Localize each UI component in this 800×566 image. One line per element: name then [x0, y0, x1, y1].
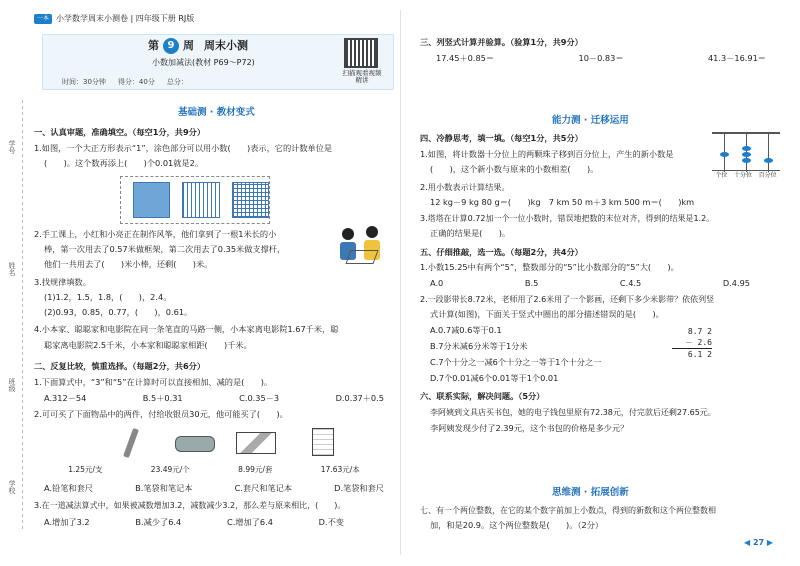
- q1-figure: [120, 176, 270, 224]
- w-line2: 李阿姨发现少付了2.39元，这个书包的价格是多少元？: [430, 423, 629, 433]
- part2-heading: 二、反复比较，慎重选择。（每题2分，共6分）: [34, 361, 206, 371]
- week-number: 9: [163, 38, 179, 54]
- page-number-value: 27: [752, 538, 765, 547]
- q3b-line: (2)0.93，0.85，0.77，( )，0.61。: [44, 307, 193, 317]
- calc-1: 17.45＋0.85＝: [436, 53, 495, 63]
- hundredths-square: [232, 182, 269, 218]
- c2-option-a[interactable]: A.铅笔和套尺: [44, 483, 93, 493]
- section-ability-title: 能力测 · 迁移运用: [552, 115, 629, 126]
- q2-line2: 棒，第一次用去了0.57米做框架，第二次用去了0.35米做支撑杆，: [44, 244, 286, 254]
- filled-square: [133, 182, 170, 218]
- part6-heading: 六、联系实际，解决问题。（5分）: [420, 391, 545, 401]
- side-label-id: 学号: [8, 140, 17, 154]
- s1-option-b[interactable]: B.5: [524, 278, 539, 288]
- r3-line2: 正确的结果是( )。: [430, 228, 511, 238]
- s1-option-d[interactable]: D.4.95: [722, 278, 750, 288]
- s2-option-a[interactable]: A.0.7减0.6等于0.1: [430, 325, 502, 335]
- r1-line2: ( )，这个新小数与原来的小数相差( )。: [430, 164, 599, 174]
- week-title: [148, 38, 248, 54]
- q3a-line: (1)1.2，1.5，1.8，( )，2.4。: [44, 292, 172, 302]
- s2-option-b[interactable]: B.7分米减6分米等于1分米: [430, 341, 528, 351]
- c1-option-a[interactable]: A.312－54: [44, 393, 87, 403]
- c1-options: [44, 394, 384, 403]
- t-line2: 加，和是20.9。这个两位整数是( )。（2分）: [430, 520, 604, 530]
- price-notebook: 17.63元/本: [320, 465, 360, 474]
- s2-option-c[interactable]: C.7个十分之一减6个十分之一等于1个十分之一: [430, 357, 602, 367]
- r1-line1: 1.如图，将计数器十分位上的两颗珠子移到百分位上，产生的新小数是: [420, 149, 674, 159]
- c1-option-c[interactable]: C.0.35－3: [239, 393, 280, 403]
- time-label: 时间：30分钟: [62, 78, 106, 86]
- qr-caption: 扫描观看视频精讲: [342, 69, 382, 84]
- part5-heading: 五、仔细推敲，选一选。（每题2分，共4分）: [420, 247, 583, 257]
- q1-line1: 1.如图，一个大正方形表示“1”，涂色部分可以用小数( )表示，它的计数单位是: [34, 143, 333, 153]
- vertical-calc: [672, 326, 712, 360]
- side-label-class: 班级: [8, 378, 17, 392]
- s1-options: [430, 279, 750, 288]
- c3-option-c[interactable]: C.增加了6.4: [227, 517, 273, 527]
- price-pencil-case: 23.49元/个: [150, 465, 190, 474]
- c3-question: 3.在一道减法算式中，如果被减数增加3.2，减数减少3.2，那么差与原来相比，( )。: [34, 501, 346, 510]
- vertical-result: 6.1 2: [687, 350, 712, 359]
- q2-line3: 他们一共用去了( )米小棒，还剩( )米。: [44, 259, 213, 269]
- brand-logo: 一本: [34, 14, 52, 24]
- part3-heading: 三、列竖式计算并验算。（验算1分，共9分）: [420, 37, 583, 47]
- c2-option-c[interactable]: C.套尺和笔记本: [234, 483, 293, 493]
- quiz-name: 周末小测: [204, 38, 248, 52]
- score-label: 得分：40分: [117, 78, 155, 86]
- header-text: 小学数学周末小测卷 | 四年级下册 RJ版: [56, 14, 195, 23]
- s1-option-c[interactable]: C.4.5: [619, 278, 642, 288]
- next-page-icon[interactable]: ▶: [766, 538, 774, 547]
- ruler-set-icon: [236, 432, 276, 454]
- calc-3: 41.3－16.91＝: [707, 53, 766, 63]
- price-row: [44, 466, 384, 475]
- c2-options: [44, 484, 384, 493]
- c1-option-d[interactable]: D.0.37＋0.5: [335, 393, 384, 403]
- section-thinking-title: 思维测 · 拓展创新: [552, 487, 629, 498]
- kids-illustration: [338, 222, 388, 268]
- vertical-top: 8.7 2: [687, 327, 712, 336]
- q1-line2: ( )。这个数再添上( )个0.01就是2。: [44, 158, 204, 168]
- abacus-label-hundredths: 百分位: [758, 172, 777, 179]
- c3-option-d[interactable]: D.不变: [318, 517, 344, 527]
- abacus-label-ones: 个位: [715, 172, 728, 179]
- page-number: [744, 538, 773, 547]
- c3-option-b[interactable]: B.减少了6.4: [135, 517, 182, 527]
- c1-question: 1.下面算式中，“3”和“5”在计算时可以直接相加、减的是( )。: [34, 377, 273, 387]
- week-label: 第: [148, 38, 159, 52]
- c3-options: [44, 518, 344, 527]
- qr-code[interactable]: [344, 38, 378, 68]
- tenths-square: [182, 182, 219, 218]
- calc-row: [436, 54, 766, 63]
- c2-option-d[interactable]: D.笔袋和套尺: [334, 483, 384, 493]
- s1-option-a[interactable]: A.0: [430, 278, 444, 288]
- q4-line1: 4.小本家、聪聪家和电影院在同一条笔直的马路一侧，小本家离电影院1.67千米，聪: [34, 324, 339, 334]
- q3-line: 3.找规律填数。: [34, 277, 91, 287]
- r2a-line: 12 kg－9 kg 80 g＝( )kg 7 km 50 m＋3 km 500 m＝( )km: [430, 197, 695, 207]
- pencil-icon: [123, 428, 139, 458]
- c2-option-b[interactable]: B.笔袋和笔记本: [135, 483, 193, 493]
- s2-line1: 2.一段影带长8.72米，老师用了2.6米用了一个影画，还剩下多少米影带？依依列竖: [420, 295, 715, 304]
- part1-heading: 一、认真审题，准确填空。（每空1分，共9分）: [34, 127, 206, 137]
- notebook-icon: [312, 428, 334, 456]
- s2-line2: 式计算(如图)，下面关于竖式中圈出的部分描述错误的是( )。: [430, 309, 664, 319]
- t-line1: 七、有一个两位整数，在它的某个数字前加上小数点，得到的新数和这个两位整数相: [420, 506, 716, 515]
- topic: 小数加减法(教材 P69～P72): [152, 58, 255, 67]
- s1-question: 1.小数15.25中有两个“5”，整数部分的“5”比小数部分的“5”大( )。: [420, 262, 679, 272]
- part4-heading: 四、冷静思考，填一填。（每空1分，共5分）: [420, 133, 583, 143]
- prev-page-icon[interactable]: ◀: [744, 538, 751, 547]
- pencil-case-icon: [175, 436, 215, 452]
- section-basic-title: 基础测 · 教材变式: [178, 107, 255, 118]
- q2-line1: 2.手工课上，小红和小亮正在制作风筝，他们拿到了一根1米长的小: [34, 229, 277, 239]
- binding-line: [22, 100, 23, 530]
- column-divider: [400, 10, 401, 555]
- price-pencil: 1.25元/支: [68, 465, 103, 474]
- c2-question: 2.可可买了下面物品中的两件，付给收银员30元，他可能买了( )。: [34, 409, 288, 419]
- w-line1: 李阿姨到文具店买书包，她的电子钱包里原有72.38元，付完款后还剩27.65元。: [430, 408, 716, 417]
- c1-option-b[interactable]: B.5＋0.31: [142, 393, 183, 403]
- abacus-label-tenths: 十分位: [733, 172, 752, 179]
- week-suffix: 周: [183, 38, 194, 52]
- price-ruler-set: 8.99元/套: [238, 465, 273, 474]
- q4-line2: 聪家离电影院2.5千米，小本家和聪聪家相距( )千米。: [44, 340, 252, 350]
- r2-line: 2.用小数表示计算结果。: [420, 182, 510, 192]
- side-label-name: 姓名: [8, 262, 17, 276]
- calc-2: 10－0.83＝: [578, 53, 624, 63]
- vertical-sub: － 2.6: [672, 337, 712, 349]
- s2-option-d[interactable]: D.7个0.01减6个0.01等于1个0.01: [430, 373, 559, 383]
- side-label-school: 学校: [8, 480, 17, 494]
- r3-line1: 3.塔塔在计算0.72加一个一位小数时，错误地把数的末位对齐，得到的结果是1.2。: [420, 214, 715, 223]
- abacus-figure: [712, 132, 780, 188]
- c3-option-a[interactable]: A.增加了3.2: [44, 517, 90, 527]
- total-label: 总分：: [166, 78, 188, 86]
- meta-row: [62, 78, 188, 86]
